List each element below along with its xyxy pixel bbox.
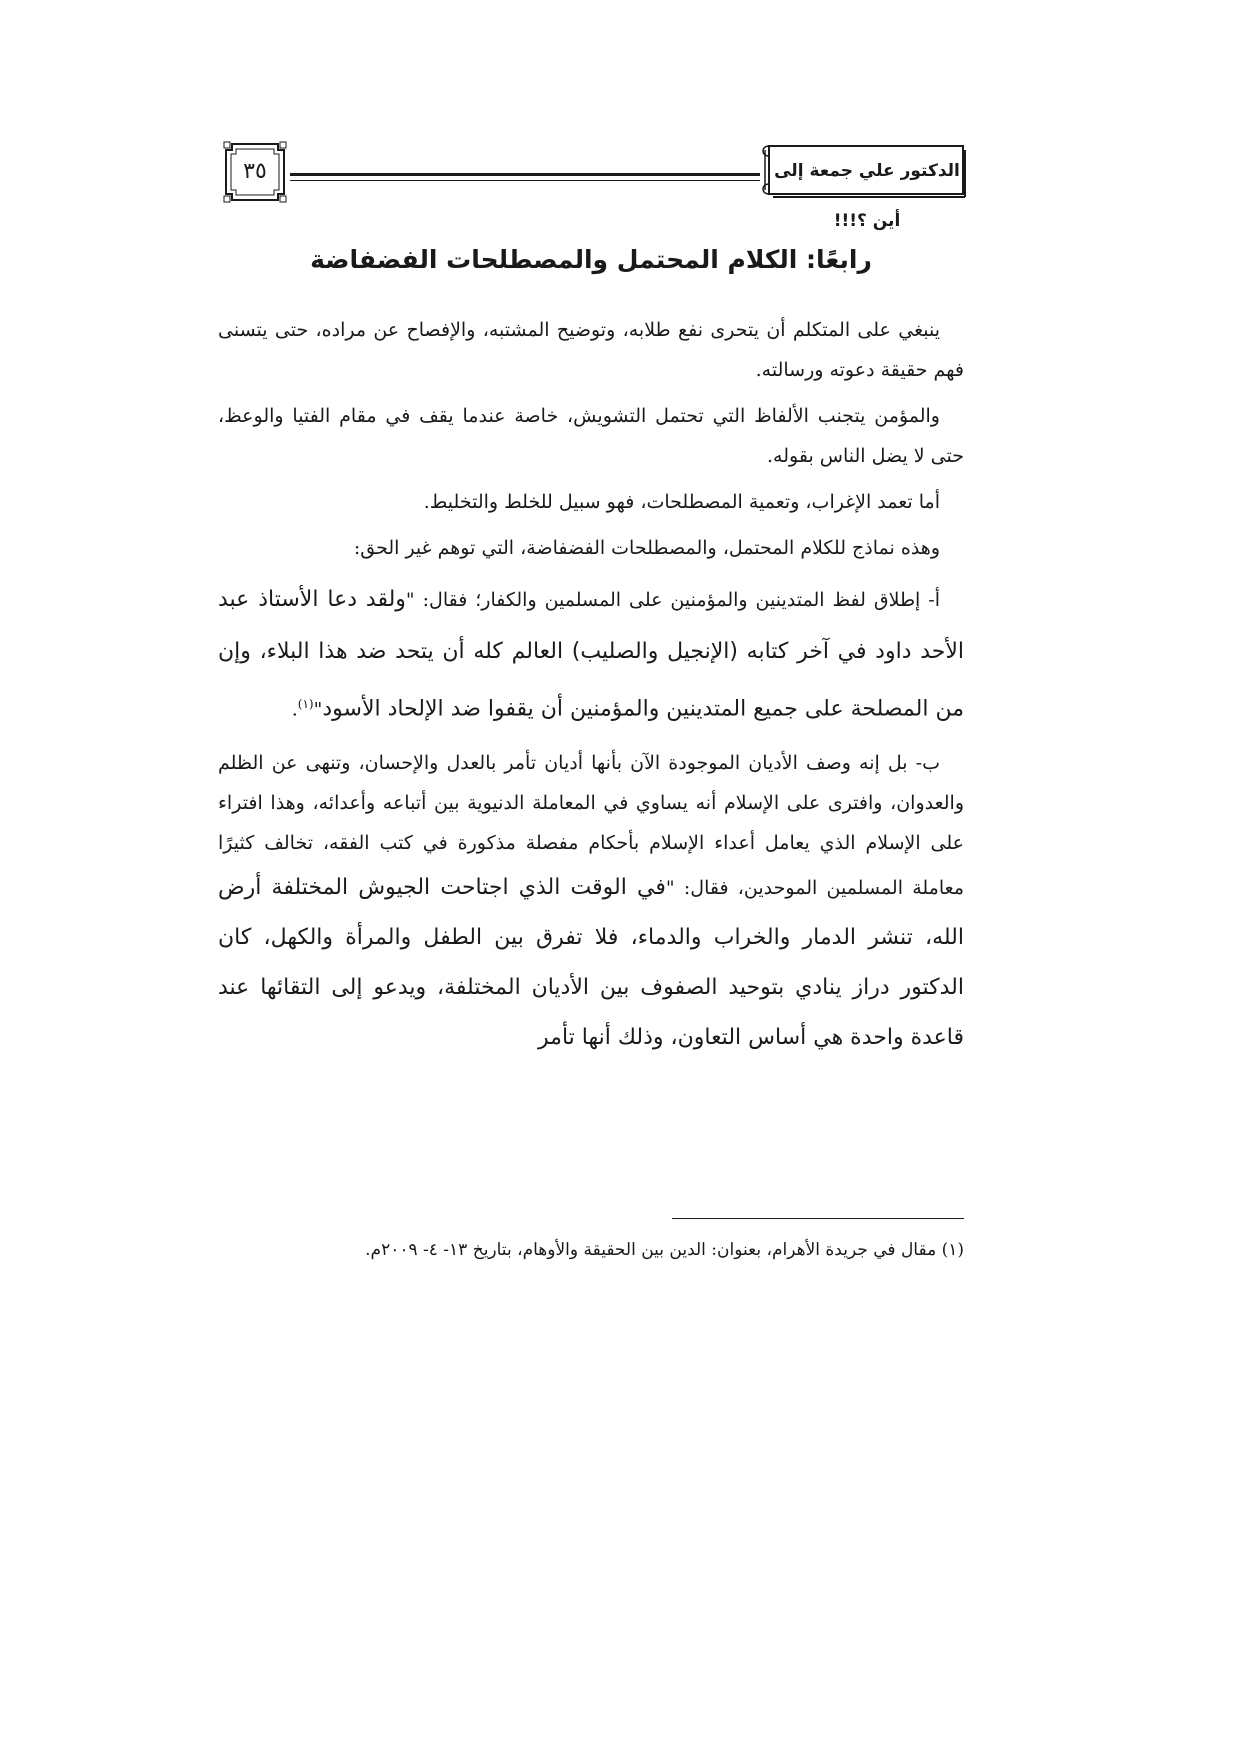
page-content <box>218 240 964 1063</box>
paragraph: أما تعمد الإغراب، وتعمية المصطلحات، فهو سبيل للخلط والتخليط. <box>423 491 940 513</box>
page-header <box>222 140 967 231</box>
example-a <box>218 574 964 735</box>
page-number-frame <box>222 140 288 204</box>
example-a-end: . <box>291 698 298 721</box>
paragraph: ينبغي على المتكلم أن يتحرى نفع طلابه، وتوضيح المشتبه، والإفصاح عن مراده، حتى يتسنى فهم حقيقة دعوته ورسالته. <box>218 319 964 381</box>
paragraph: وهذه نماذج للكلام المحتمل، والمصطلحات الفضفاضة، التي توهم غير الحق: <box>353 537 940 559</box>
example-a-close-quote: " <box>313 698 323 721</box>
running-title: الدكتور علي جمعة إلى أين ؟!!! <box>774 161 960 231</box>
header-rule-thin <box>290 180 760 181</box>
example-a-intro: أ- إطلاق لفظ المتدينين والمؤمنين على المسلمين والكفار؛ فقال: " <box>405 589 940 611</box>
header-rule <box>290 173 760 176</box>
footnote: (١) مقال في جريدة الأهرام، بعنوان: الدين بين الحقيقة والأوهام، بتاريخ ١٣- ٤- ٢٠٠٩م. <box>365 1240 964 1260</box>
running-title-frame <box>757 142 967 231</box>
example-b <box>218 743 964 1063</box>
example-b-intro: ب- بل إنه وصف الأديان الموجودة الآن بأنها أديان تأمر بالعدل والإحسان، وتنهى عن الظلم والعدوان، وافترى على الإسلام أنه يساوي في المعاملة الدنيوية بين أتباعه وأعدائه، وهذا افتراء على الإسلام الذي يعامل أعداء الإسلام بأحكام مفصلة مذكورة في كتب الفقه، تخالف كثيرًا معاملة المسلمين الموحدين، فقال: " <box>218 752 964 900</box>
footnote-reference: (١) <box>297 697 314 711</box>
page-number: ٣٥ <box>243 159 267 184</box>
section-title: رابعًا: الكلام المحتمل والمصطلحات الفضفاضة <box>310 245 872 274</box>
example-a-quote: ولقد دعا الأستاذ عبد الأحد داود في آخر كتابه (الإنجيل والصليب) العالم كله أن يتحد ضد هذا البلاء، وإن من المصلحة على جميع المتدينين والمؤمنين أن يقفوا ضد الإلحاد الأسود <box>218 587 964 722</box>
footnote-separator <box>672 1218 964 1219</box>
paragraph: والمؤمن يتجنب الألفاظ التي تحتمل التشويش، خاصة عندما يقف في مقام الفتيا والوعظ، حتى لا يضل الناس بقوله. <box>218 405 964 467</box>
example-b-quote: في الوقت الذي اجتاحت الجيوش المختلفة أرض الله، تنشر الدمار والخراب والدماء، فلا تفرق بين الطفل والمرأة والكهل، كان الدكتور دراز ينادي بتوحيد الصفوف بين الأديان المختلفة، ويدعو إلى التقائها عند قاعدة واحدة هي أساس التعاون، وذلك أنها تأمر <box>218 875 964 1051</box>
